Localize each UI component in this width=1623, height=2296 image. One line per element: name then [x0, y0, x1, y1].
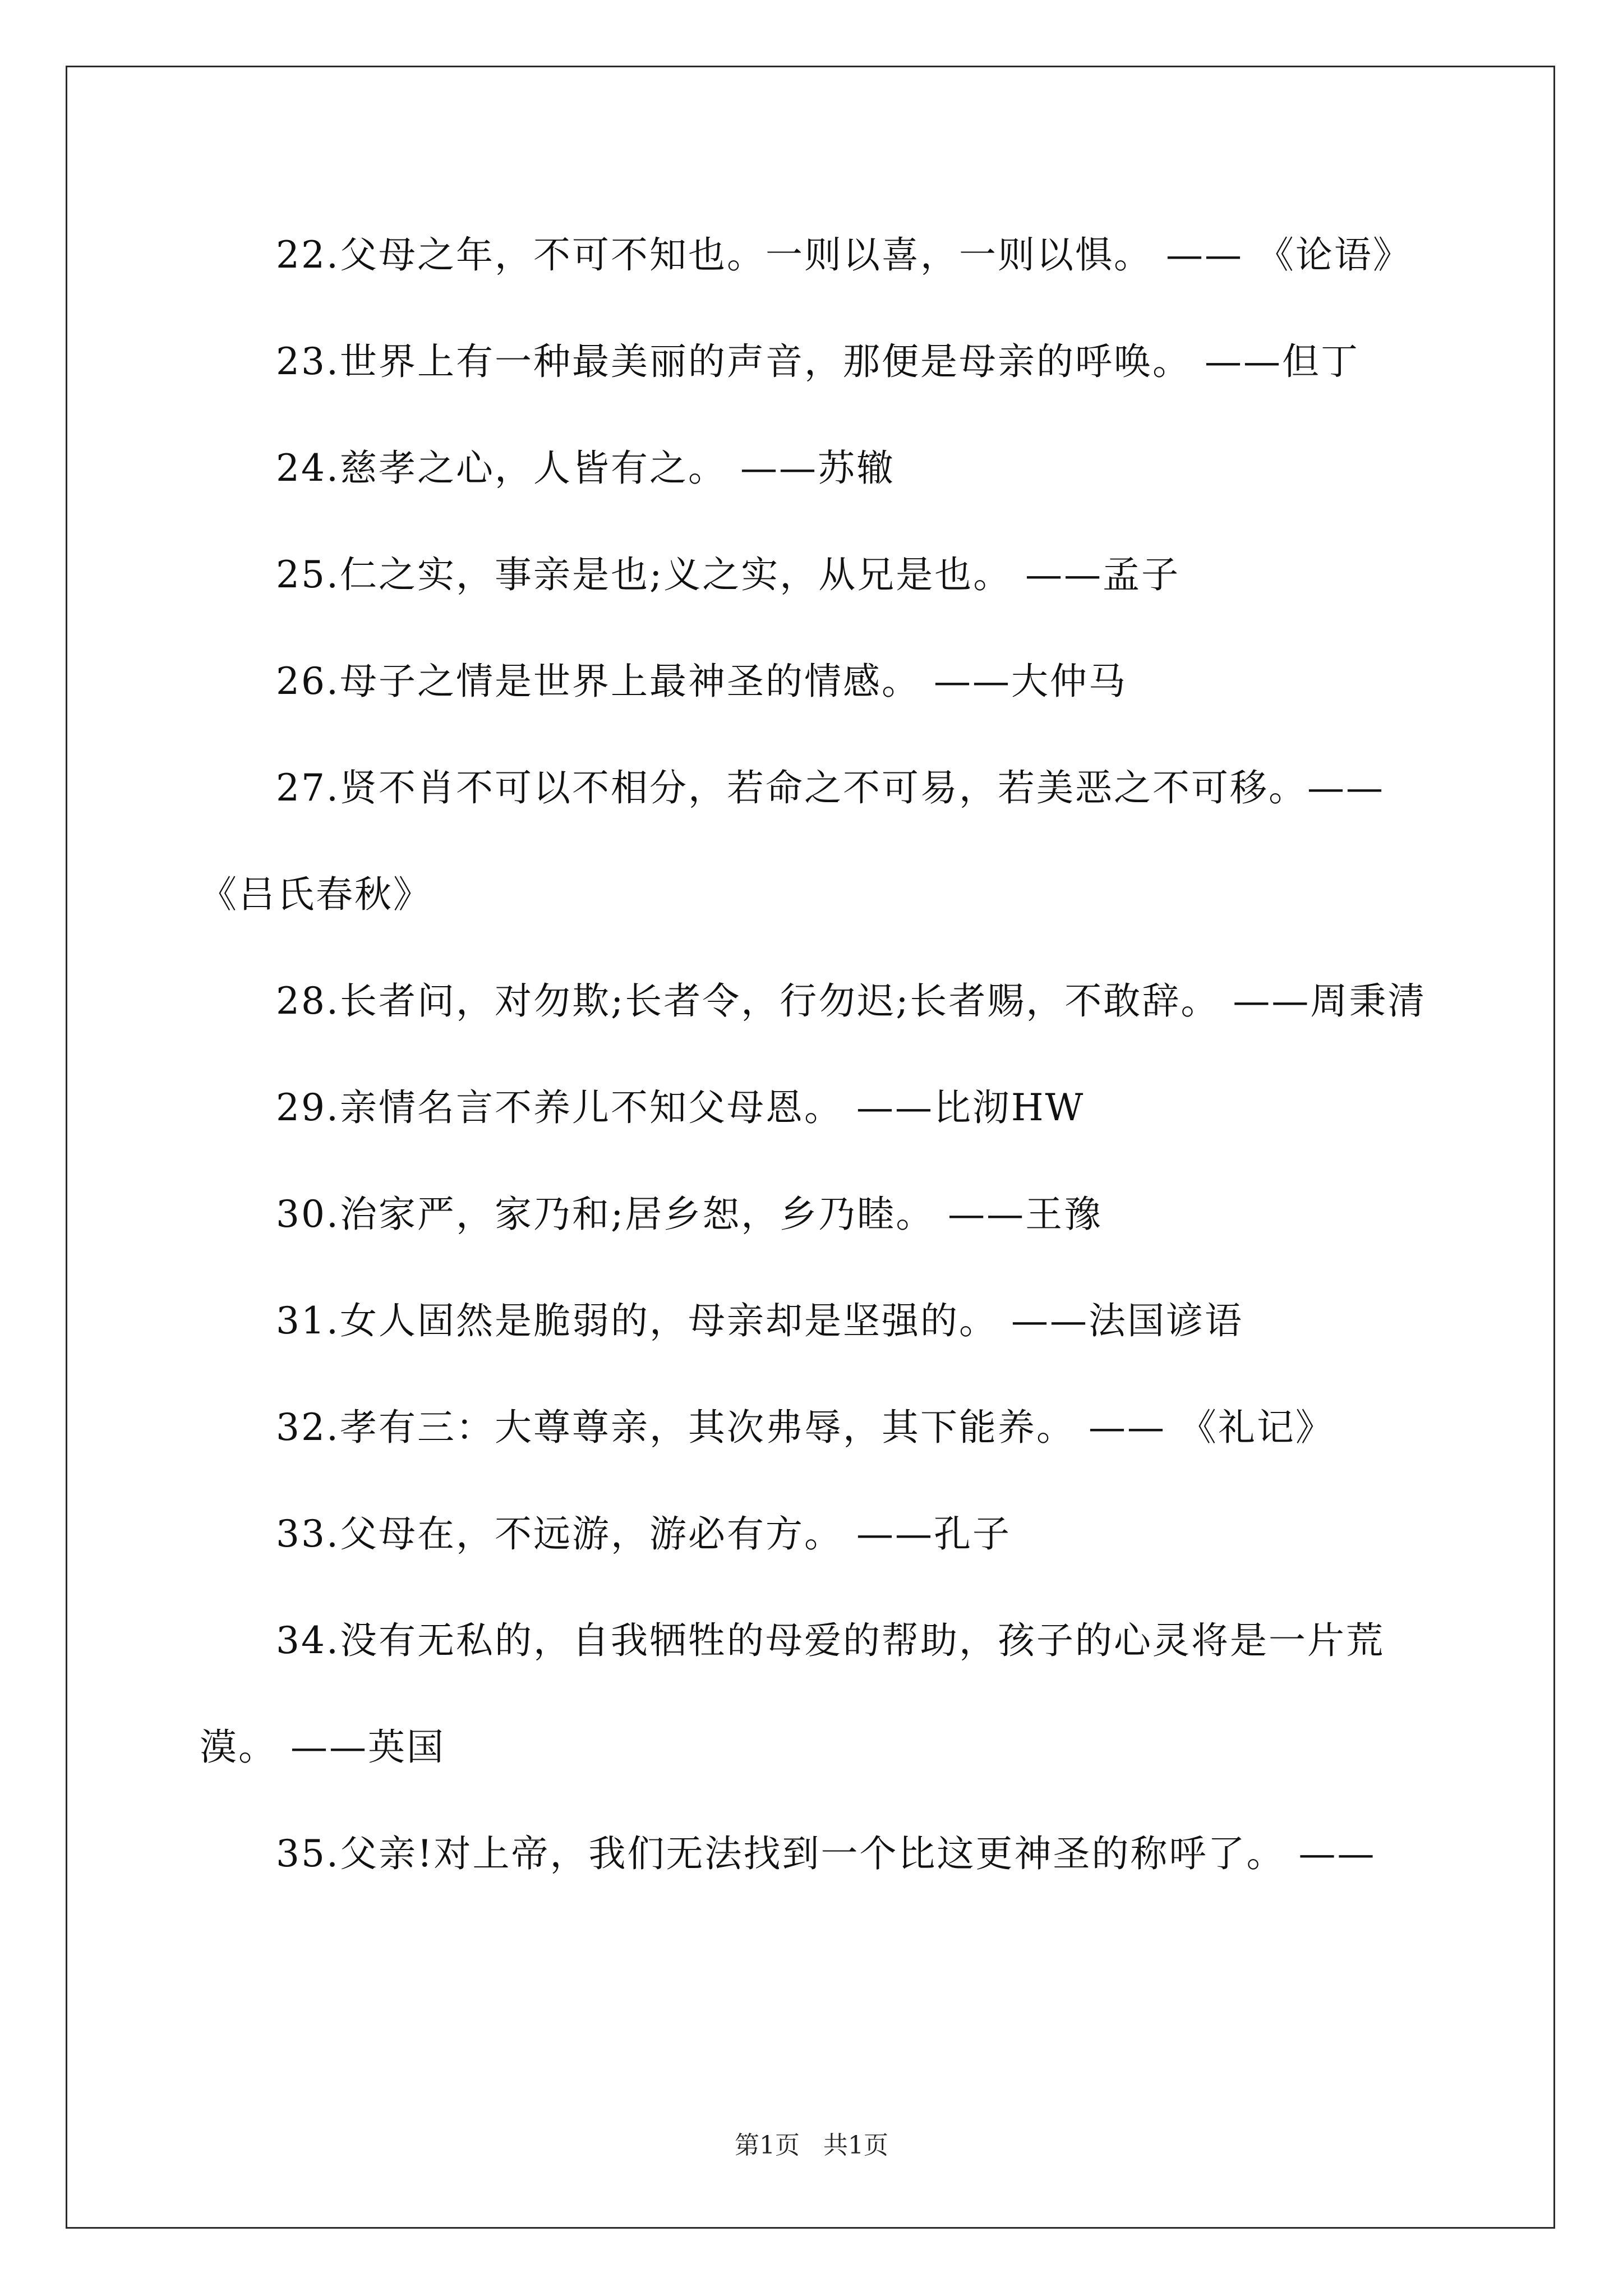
- quote-paragraph: 32.孝有三：大尊尊亲，其次弗辱，其下能养。 —— 《礼记》: [276, 1406, 1334, 1449]
- quote-paragraph: 27.贤不肖不可以不相分，若命之不可易，若美恶之不可移。——《吕氏春秋》: [200, 766, 1385, 916]
- quote-paragraph: 24.慈孝之心，人皆有之。 ——苏辙: [276, 447, 895, 490]
- page-number-footer: 第1页 共1页: [735, 2131, 888, 2160]
- quote-paragraph: 30.治家严，家乃和;居乡恕，乡乃睦。 ——王豫: [276, 1193, 1103, 1236]
- quote-paragraph: 35.父亲!对上帝，我们无法找到一个比这更神圣的称呼了。 ——: [276, 1832, 1376, 1875]
- quote-paragraph: 25.仁之实，事亲是也;义之实，从兄是也。 ——孟子: [276, 553, 1181, 596]
- quote-paragraph: 31.女人固然是脆弱的，母亲却是坚强的。 ——法国谚语: [276, 1299, 1243, 1342]
- quote-paragraph: 22.父母之年，不可不知也。一则以喜，一则以惧。 —— 《论语》: [276, 233, 1412, 277]
- quote-paragraph: 28.长者问，对勿欺;长者令，行勿迟;长者赐，不敢辞。 ——周秉清: [276, 979, 1427, 1023]
- quote-paragraph: 33.父母在，不远游，游必有方。 ——孔子: [276, 1512, 1011, 1556]
- quote-paragraph: 29.亲情名言不养儿不知父母恩。 ——比沏HW: [276, 1086, 1085, 1129]
- quote-paragraph: 26.母子之情是世界上最神圣的情感。 ——大仲马: [276, 660, 1127, 703]
- quote-paragraph: 34.没有无私的，自我牺牲的母爱的帮助，孩子的心灵将是一片荒漠。 ——英国: [200, 1619, 1385, 1769]
- document-body: [200, 202, 1428, 1907]
- quote-paragraph: 23.世界上有一种最美丽的声音，那便是母亲的呼唤。 ——但丁: [276, 340, 1359, 383]
